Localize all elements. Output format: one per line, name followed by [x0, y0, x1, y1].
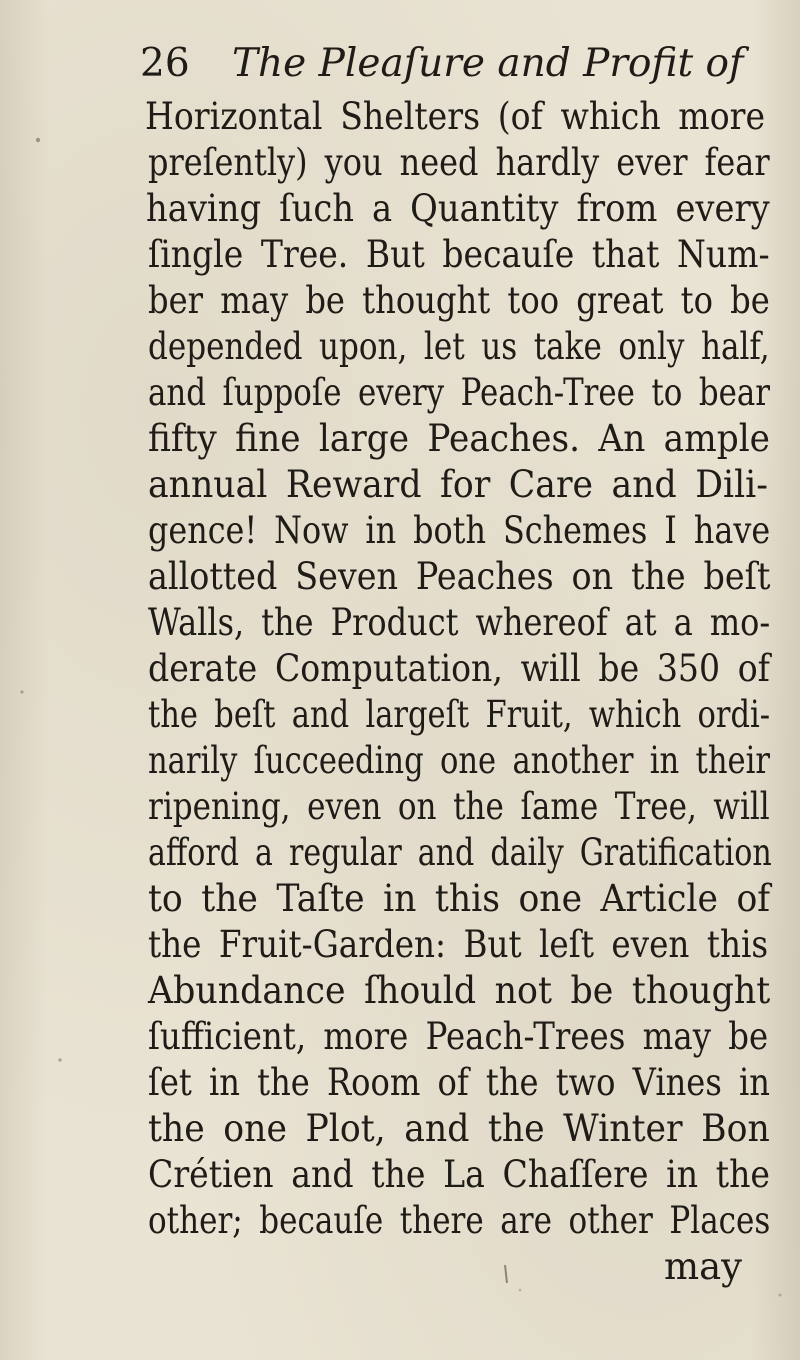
text-line: Crétien and the La Chaſſere in the: [148, 1153, 771, 1196]
text-line: to the Taſte in this one Article of: [148, 877, 771, 920]
text-line: having ſuch a Quantity from every: [146, 187, 770, 230]
text-line: ſet in the Room of the two Vines in: [148, 1061, 770, 1104]
text-line: the beſt and largeſt Fruit, which ordi-: [148, 693, 771, 736]
running-title: The Pleaſure and Profit of: [232, 41, 744, 86]
text-line: ber may be thought too great to be: [148, 279, 770, 322]
text-line: ſingle Tree. But becauſe that Num-: [148, 233, 770, 276]
text-line: fifty fine large Peaches. An ample: [148, 417, 771, 460]
text-line: ſufficient, more Peach-Trees may be: [148, 1015, 769, 1058]
text-line: preſently) you need hardly ever fear: [148, 141, 770, 184]
text-line: gence! Now in both Schemes I have: [148, 509, 771, 552]
text-line: annual Reward for Care and Dili-: [148, 463, 768, 506]
text-line: other; becauſe there are other Places: [148, 1199, 771, 1242]
text-line: Abundance ſhould not be thought: [148, 969, 771, 1012]
text-line: allotted Seven Peaches on the beſt: [148, 555, 771, 598]
text-line: depended upon, let us take only half,: [148, 325, 770, 368]
text-line: Walls, the Product whereof at a mo-: [148, 601, 771, 644]
text-line: afford a regular and daily Gratification: [148, 831, 772, 874]
text-line: the one Plot, and the Winter Bon: [148, 1107, 770, 1150]
text-line: and ſuppoſe every Peach-Tree to bear: [148, 371, 770, 414]
text-line: derate Computation, will be 350 of: [148, 647, 770, 690]
running-head: [140, 34, 743, 94]
text-line: Horizontal Shelters (of which more: [145, 95, 766, 138]
text-line: ripening, even on the ſame Tree, will: [148, 785, 770, 828]
catchword: may: [664, 1245, 743, 1288]
text-line: narily ſucceeding one another in their: [148, 739, 770, 782]
text-line: the Fruit-Garden: But leſt even this: [148, 923, 769, 966]
page-number: 26: [140, 41, 190, 86]
